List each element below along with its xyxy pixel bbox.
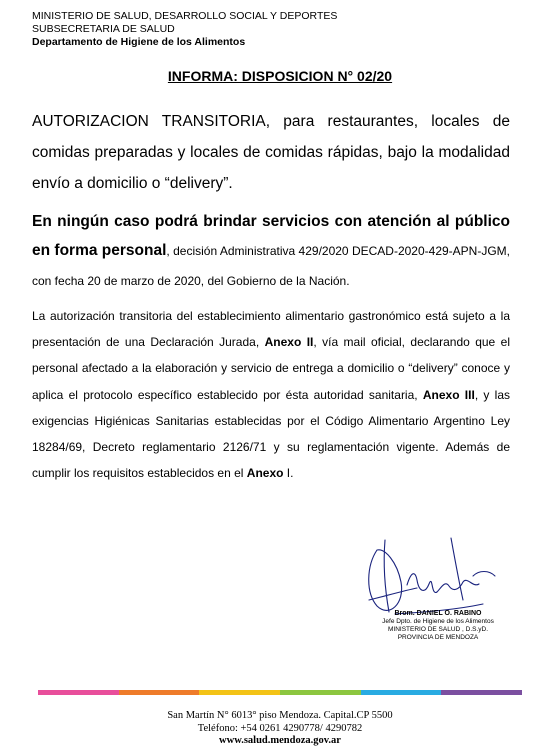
color-segment: [119, 690, 200, 695]
color-segment: [361, 690, 442, 695]
footer-website: www.salud.mendoza.gov.ar: [219, 735, 341, 746]
color-segment: [199, 690, 280, 695]
color-segment: [280, 690, 361, 695]
department-name: Departamento de Higiene de los Alimentos: [32, 36, 246, 48]
requirements-text-1: La autorización transitoria del establecimiento alimentario gastronómico está sujeto a la presentación de una Declaración Jurada,: [32, 309, 510, 350]
color-segment: [38, 690, 119, 695]
footer-color-bar: [38, 690, 522, 695]
requirements-text-2: , vía mail oficial, declarando que el personal afectado a la elaboración y servicio de entrega a domicilio o “delivery” conoce y aplica el protocolo específico establecido por ésta autoridad sanitaria,: [32, 335, 510, 402]
signature-caption: [378, 610, 498, 642]
footer-address: San Martín N° 6013° piso Mendoza. Capital.CP 5500: [167, 710, 393, 721]
signer-position: Jefe Dpto. de Higiene de los Alimentos: [382, 618, 494, 625]
signer-name: Brom. DANIEL O. RABINO: [394, 610, 482, 617]
requirements-text-4: I.: [283, 466, 294, 481]
color-segment: [441, 690, 522, 695]
authorization-lead: AUTORIZACION TRANSITORIA: [32, 113, 266, 130]
paragraph-restriction: [32, 207, 510, 296]
signer-province: PROVINCIA DE MENDOZA: [397, 634, 479, 641]
annex-ii-label: Anexo II: [264, 335, 314, 350]
restriction-text: , decisión Administrativa 429/2020 DECAD-2020-429-APN-JGM, con fecha 20 de marzo de 2020, del Gobierno de la Nación.: [32, 244, 510, 288]
annex-i-label: Anexo: [246, 466, 284, 481]
document-title-text: INFORMA: DISPOSICION N° 02/20: [167, 68, 393, 84]
document-title: [0, 68, 560, 84]
paragraph-requirements: [32, 303, 510, 486]
footer-phone: Teléfono: +54 0261 4290778/ 4290782: [197, 722, 363, 734]
handwritten-signature: [355, 530, 505, 620]
letterhead: [32, 10, 337, 49]
authorization-text: , para restaurantes, locales de comidas preparadas y locales de comidas rápidas, bajo la modalidad envío a domicilio o “delivery”.: [32, 113, 511, 192]
subsecretary-name: SUBSECRETARIA DE SALUD: [32, 23, 175, 35]
annex-iii-label: Anexo III: [422, 387, 475, 402]
paragraph-authorization: [32, 106, 510, 199]
footer-contact: [0, 710, 560, 748]
ministry-name: MINISTERIO DE SALUD, DESARROLLO SOCIAL Y DEPORTES: [32, 10, 338, 22]
restriction-bold-text: En ningún caso podrá brindar servicios con atención al público en forma personal: [32, 213, 510, 259]
signer-ministry: MINISTERIO DE SALUD , D.S.yD.: [387, 626, 489, 633]
requirements-text-3: , y las exigencias Higiénicas Sanitarias establecidas por el Código Alimentario Argentino Ley 18284/69, Decreto reglamentario 2126/71 y su reglamentación vigente. Además de cumplir los requisitos establecidos en el: [32, 387, 511, 481]
